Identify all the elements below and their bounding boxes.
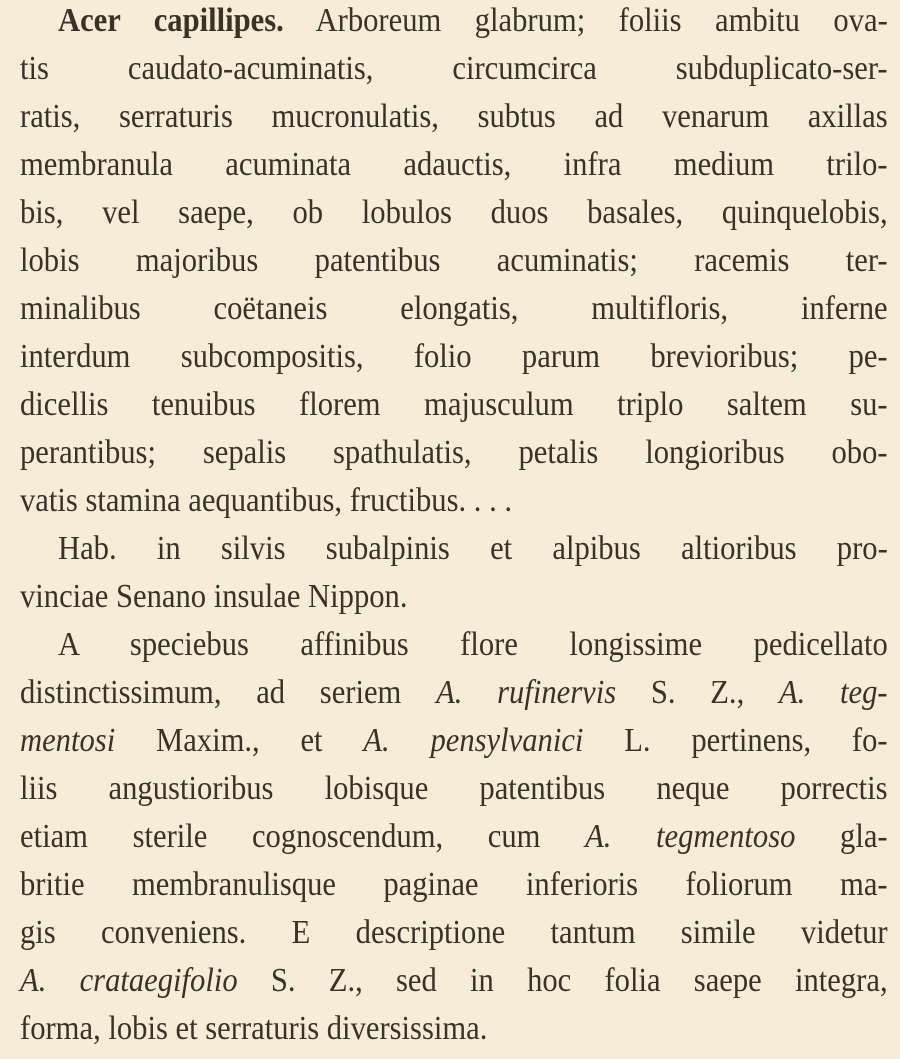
text-segment: membranula acuminata adauctis, infra medium trilo- bbox=[20, 146, 888, 183]
text-segment: forma, lobis et serraturis diversissima. bbox=[20, 1010, 488, 1047]
taxon-name: A. tegmentoso bbox=[585, 818, 796, 855]
text-segment: S. Z., bbox=[616, 674, 779, 711]
text-segment: ratis, serraturis mucronulatis, subtus ad venarum axillas bbox=[20, 98, 888, 135]
text-segment: etiam sterile cognoscendum, cum bbox=[20, 818, 586, 855]
text-line bbox=[20, 237, 888, 285]
text-segment: minalibus coëtaneis elongatis, multifloris, inferne bbox=[20, 290, 888, 327]
paragraph bbox=[20, 0, 888, 525]
text-line bbox=[20, 669, 888, 717]
text-line bbox=[20, 141, 888, 189]
taxon-name: A. teg- bbox=[778, 674, 888, 711]
text-line bbox=[20, 1005, 888, 1053]
text-segment: vinciae Senano insulae Nippon. bbox=[20, 578, 408, 615]
text-line bbox=[20, 477, 888, 525]
text-line bbox=[20, 909, 888, 957]
text-line bbox=[20, 45, 888, 93]
text-segment: bis, vel saepe, ob lobulos duos basales, quinquelobis, bbox=[20, 194, 888, 231]
text-segment: S. Z., sed in hoc folia saepe integra, bbox=[237, 962, 888, 999]
text-segment: interdum subcompositis, folio parum brevioribus; pe- bbox=[20, 338, 888, 375]
text-segment: distinctissimum, ad seriem bbox=[20, 674, 437, 711]
text-line bbox=[20, 0, 888, 45]
text-segment: gla- bbox=[795, 818, 888, 855]
text-line bbox=[20, 813, 888, 861]
text-segment: Maxim., et bbox=[115, 722, 364, 759]
text-line bbox=[20, 93, 888, 141]
text-segment: dicellis tenuibus florem majusculum triplo saltem su- bbox=[20, 386, 888, 423]
text-line bbox=[20, 861, 888, 909]
text-line bbox=[20, 573, 888, 621]
text-line bbox=[20, 621, 888, 669]
text-line bbox=[20, 525, 888, 573]
text-line bbox=[20, 333, 888, 381]
text-segment: lobis majoribus patentibus acuminatis; racemis ter- bbox=[20, 242, 888, 279]
text-segment: Arboreum glabrum; foliis ambitu ova- bbox=[283, 2, 888, 39]
text-segment: britie membranulisque paginae inferioris foliorum ma- bbox=[20, 866, 888, 903]
text-line bbox=[20, 957, 888, 1005]
document-page bbox=[20, 0, 888, 1053]
text-line bbox=[20, 381, 888, 429]
text-line bbox=[20, 717, 888, 765]
text-line bbox=[20, 189, 888, 237]
text-segment: vatis stamina aequantibus, fructibus. . . . bbox=[20, 482, 513, 519]
paragraph bbox=[20, 621, 888, 1053]
text-line bbox=[20, 285, 888, 333]
taxon-name: A. crataegifolio bbox=[20, 962, 238, 999]
species-heading: Acer capillipes. bbox=[58, 2, 284, 39]
text-line bbox=[20, 765, 888, 813]
text-segment: Hab. in silvis subalpinis et alpibus altioribus pro- bbox=[58, 530, 888, 567]
text-line bbox=[20, 429, 888, 477]
taxon-name: A. rufinervis bbox=[436, 674, 617, 711]
taxon-name: mentosi bbox=[20, 722, 116, 759]
text-segment: L. pertinens, fo- bbox=[583, 722, 888, 759]
text-segment: perantibus; sepalis spathulatis, petalis longioribus obo- bbox=[20, 434, 888, 471]
text-segment: tis caudato-acuminatis, circumcirca subduplicato-ser- bbox=[20, 50, 888, 87]
taxon-name: A. pensylvanici bbox=[363, 722, 584, 759]
text-segment: gis conveniens. E descriptione tantum simile videtur bbox=[20, 914, 888, 951]
text-segment: A speciebus affinibus flore longissime pedicellato bbox=[58, 626, 888, 663]
text-segment: liis angustioribus lobisque patentibus neque porrectis bbox=[20, 770, 888, 807]
paragraph bbox=[20, 525, 888, 621]
